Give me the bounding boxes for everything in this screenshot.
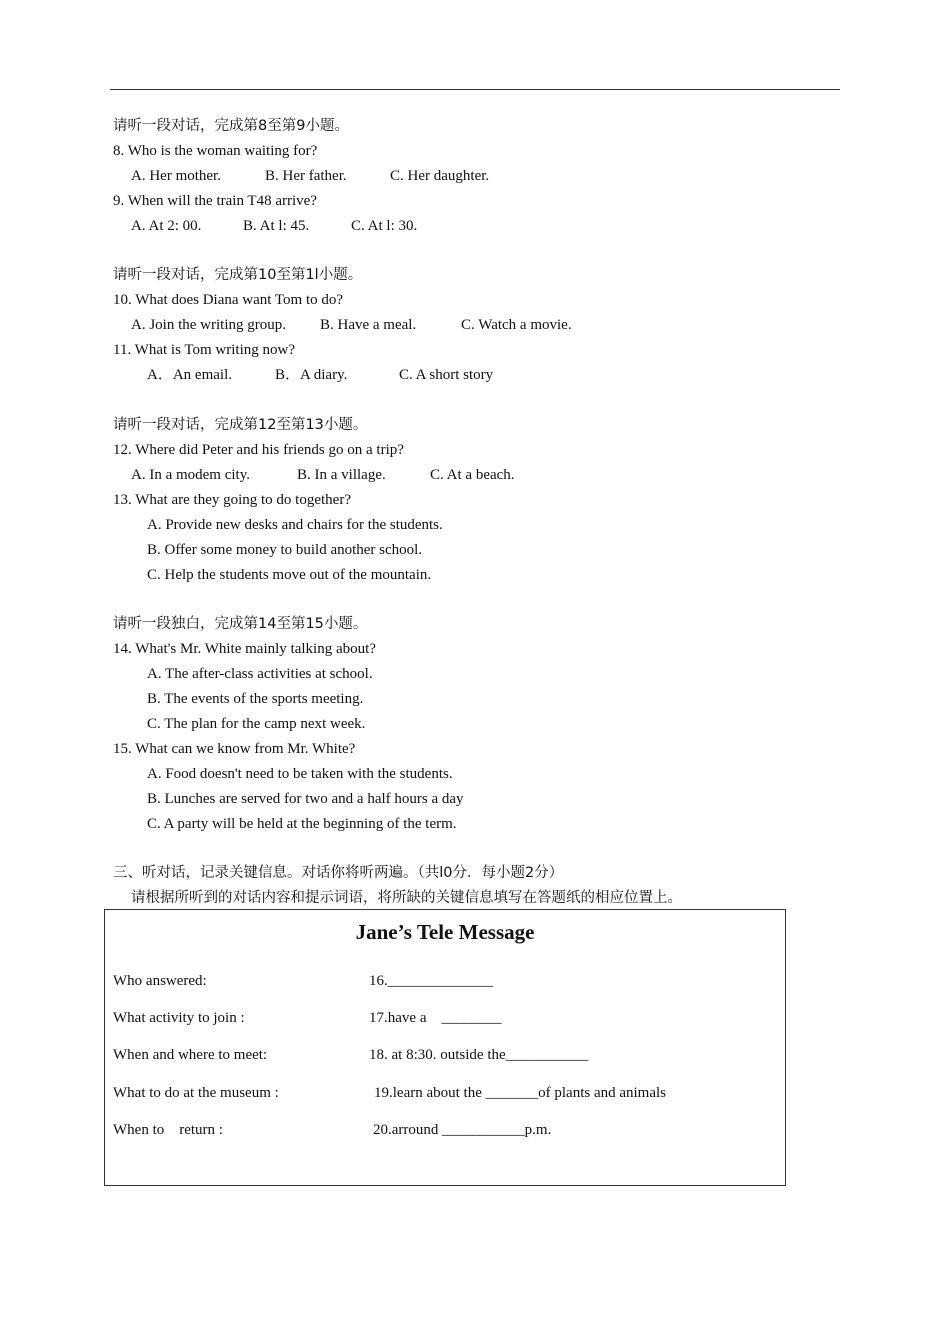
question-8: 8. Who is the woman waiting for? xyxy=(113,143,318,159)
option-8c: C. Her daughter. xyxy=(390,168,490,184)
message-row-label: When to return : xyxy=(113,1122,223,1138)
option-14b: B. The events of the sports meeting. xyxy=(147,691,364,707)
message-title: Jane’s Tele Message xyxy=(355,920,535,944)
message-row-label: What activity to join : xyxy=(113,1010,245,1026)
option-11b: B．A diary. xyxy=(275,367,348,383)
question-13: 13. What are they going to do together? xyxy=(113,492,351,508)
option-15a: A. Food doesn't need to be taken with the students. xyxy=(147,766,453,782)
message-row-label: Who answered: xyxy=(113,973,207,989)
question-10: 10. What does Diana want Tom to do? xyxy=(113,292,344,308)
option-10c: C. Watch a movie. xyxy=(461,317,572,333)
option-15b: B. Lunches are served for two and a half hours a day xyxy=(147,791,464,807)
option-15c: C. A party will be held at the beginning of the term. xyxy=(147,816,457,832)
option-14a: A. The after-class activities at school. xyxy=(147,666,373,682)
option-13c: C. Help the students move out of the mountain. xyxy=(147,567,432,583)
header-rule xyxy=(110,89,840,90)
question-11: 11. What is Tom writing now? xyxy=(113,342,295,358)
message-row-label: When and where to meet: xyxy=(113,1047,268,1063)
answer-blank-16: 16.______________ xyxy=(369,973,493,989)
section-instruction: 请听一段对话，完成第10至第1l小题。 xyxy=(113,267,363,283)
option-9b: B. At l: 45. xyxy=(243,218,310,234)
answer-blank-17: 17.have a ________ xyxy=(369,1010,502,1026)
option-10a: A. Join the writing group. xyxy=(131,317,286,333)
answer-blank-20: 20.arround ___________p.m. xyxy=(373,1122,552,1138)
part3-instruction: 请根据所听到的对话内容和提示词语，将所缺的关键信息填写在答题纸的相应位置上。 xyxy=(131,890,682,906)
tele-message-box xyxy=(104,909,786,1186)
question-9: 9. When will the train T48 arrive? xyxy=(113,193,317,209)
option-13a: A. Provide new desks and chairs for the students. xyxy=(147,517,443,533)
option-12b: B. In a village. xyxy=(297,467,386,483)
option-8a: A. Her mother. xyxy=(131,168,221,184)
option-8b: B. Her father. xyxy=(265,168,347,184)
message-row-label: What to do at the museum : xyxy=(113,1085,279,1101)
section-instruction: 请听一段对话，完成第8至第9小题。 xyxy=(113,118,349,134)
option-14c: C. The plan for the camp next week. xyxy=(147,716,366,732)
option-11c: C. A short story xyxy=(399,367,494,383)
answer-blank-18: 18. at 8:30. outside the___________ xyxy=(369,1047,589,1063)
option-11a: A．An email. xyxy=(147,367,232,383)
answer-blank-19: 19.learn about the _______of plants and animals xyxy=(374,1085,667,1101)
option-9c: C. At l: 30. xyxy=(351,218,418,234)
option-9a: A. At 2: 00. xyxy=(131,218,202,234)
question-15: 15. What can we know from Mr. White? xyxy=(113,741,356,757)
section-instruction: 请听一段独白，完成第14至第15小题。 xyxy=(113,616,368,632)
section-instruction: 请听一段对话，完成第12至第13小题。 xyxy=(113,417,368,433)
part3-heading: 三、听对话，记录关键信息。对话你将听两遍。（共l0分．每小题2分） xyxy=(113,865,564,881)
option-12a: A. In a modem city. xyxy=(131,467,250,483)
option-10b: B. Have a meal. xyxy=(320,317,417,333)
option-13b: B. Offer some money to build another school. xyxy=(147,542,423,558)
option-12c: C. At a beach. xyxy=(430,467,515,483)
question-12: 12. Where did Peter and his friends go on a trip? xyxy=(113,442,404,458)
question-14: 14. What's Mr. White mainly talking about? xyxy=(113,641,376,657)
